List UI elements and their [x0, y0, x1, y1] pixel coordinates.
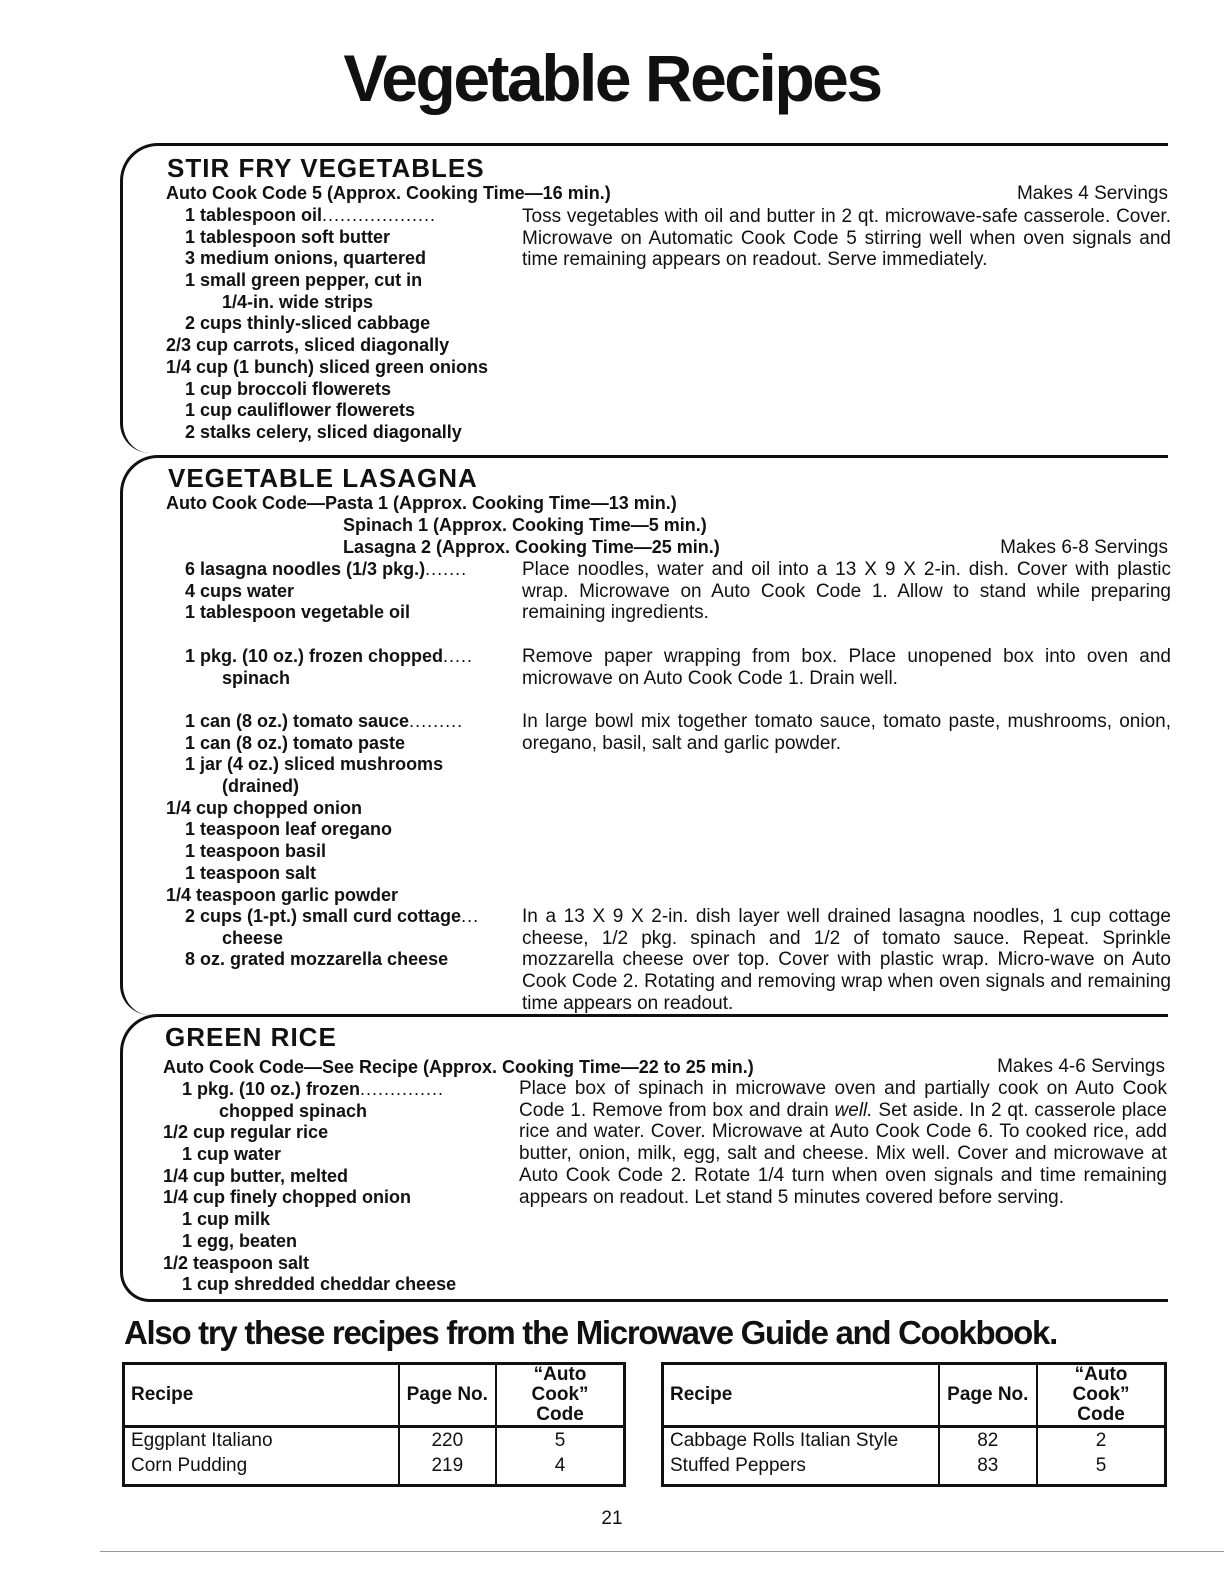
ingredient: spinach [222, 667, 291, 688]
table-row [663, 1453, 1166, 1486]
ingredient: 1 can (8 oz.) tomato paste [185, 732, 406, 753]
ingredient: 1 pkg. (10 oz.) frozen.............. [182, 1079, 445, 1099]
ingredient: 1 cup cauliflower flowerets [185, 400, 416, 421]
ingredient: 1 teaspoon salt [185, 862, 317, 883]
ingredient: (drained) [222, 776, 300, 797]
cell-code: 5 [496, 1427, 624, 1454]
ingredient-list [166, 204, 488, 443]
page-title: Vegetable Recipes [343, 41, 881, 115]
column-header-page: Page No. [399, 1364, 497, 1427]
ingredient-list [163, 1078, 456, 1295]
instruction: Toss vegetables with oil and butter in 2 qt. microwave-safe casserole. Cover. Microwave on Automatic Cook Code 5 stirring well when oven signals and time remaining appears on readout. Serve immediately. [522, 206, 1171, 271]
also-try-heading: Also try these recipes from the Microwave Guide and Cookbook. [124, 1314, 1057, 1351]
cell-code: 5 [1037, 1453, 1165, 1486]
table-row [124, 1427, 625, 1454]
column-header-code: “Auto Cook” Code [1037, 1364, 1165, 1427]
ingredient: 1 cup shredded cheddar cheese [182, 1274, 457, 1295]
recipe-green-rice [120, 1014, 1168, 1302]
cell-recipe: Stuffed Peppers [670, 1455, 806, 1476]
ingredient: 1/2 teaspoon salt [163, 1252, 310, 1273]
ingredient: 1/4 cup butter, melted [163, 1165, 349, 1186]
ingredient-list [166, 710, 463, 905]
table-row [663, 1427, 1166, 1454]
ingredient: 1 pkg. (10 oz.) frozen chopped..... [185, 646, 474, 666]
ingredient: 4 cups water [185, 580, 295, 601]
auto-cook-code: Auto Cook Code 5 (Approx. Cooking Time—16 min.) [166, 183, 611, 203]
recipe-stir-fry-vegetables [120, 143, 1171, 453]
ingredient-list [166, 645, 473, 688]
ingredient: 1 egg, beaten [182, 1230, 298, 1251]
ingredient-list [166, 558, 467, 623]
ingredient: 1 teaspoon basil [185, 841, 327, 862]
ingredient: 1 cup water [182, 1144, 282, 1165]
recipe-title: GREEN RICE [165, 1022, 337, 1052]
ingredient: 1 cup broccoli flowerets [185, 378, 392, 399]
ingredient: 1 tablespoon oil................... [185, 205, 437, 225]
cell-page: 82 [939, 1427, 1038, 1454]
recipe-reference-table-left [122, 1362, 626, 1487]
cell-code: 2 [1037, 1427, 1165, 1454]
auto-cook-code: Auto Cook Code—Pasta 1 (Approx. Cooking Time—13 min.) [166, 493, 677, 513]
ingredient: 3 medium onions, quartered [185, 248, 427, 269]
column-header-page: Page No. [939, 1364, 1038, 1427]
servings: Makes 4 Servings [1016, 183, 1168, 204]
recipe-reference-table-right [661, 1362, 1167, 1487]
ingredient: cheese [222, 927, 284, 948]
ingredient: 1/4-in. wide strips [222, 291, 374, 312]
column-header-code: “Auto Cook” Code [496, 1364, 624, 1427]
instruction: In a 13 X 9 X 2-in. dish layer well drained lasagna noodles, 1 cup cottage cheese, 1/2 pkg. spinach and 1/2 of tomato sauce. Repeat. Sprinkle mozzarella cheese over top. Cover with plastic wrap. Micro-wave on Auto Cook Code 2. Rotating and removing wrap when oven signals and remaining time appears on readout. [522, 906, 1171, 1014]
ingredient: 1/4 cup (1 bunch) sliced green onions [166, 356, 489, 377]
footer-divider [100, 1551, 1224, 1552]
ingredient: 8 oz. grated mozzarella cheese [185, 949, 449, 970]
ingredient: 2/3 cup carrots, sliced diagonally [166, 335, 450, 356]
ingredient: 1/4 cup finely chopped onion [163, 1187, 412, 1208]
cell-recipe: Corn Pudding [131, 1455, 248, 1476]
ingredient: 1/2 cup regular rice [163, 1122, 329, 1143]
table-row [124, 1453, 625, 1486]
ingredient: 1 tablespoon soft butter [185, 226, 391, 247]
cell-code: 4 [496, 1453, 624, 1486]
table-header-row [124, 1364, 625, 1427]
ingredient: 1/4 cup chopped onion [166, 797, 363, 818]
page-number: 21 [601, 1508, 623, 1529]
ingredient: 1 tablespoon vegetable oil [185, 602, 411, 623]
auto-cook-code: Lasagna 2 (Approx. Cooking Time—25 min.) [343, 537, 720, 557]
ingredient: 2 cups (1-pt.) small curd cottage... [185, 906, 480, 926]
ingredient: 6 lasagna noodles (1/3 pkg.)....... [185, 559, 468, 579]
ingredient: 1 cup milk [182, 1209, 271, 1230]
auto-cook-code: Auto Cook Code—See Recipe (Approx. Cooking Time—22 to 25 min.) [163, 1057, 754, 1077]
instruction: In large bowl mix together tomato sauce, tomato paste, mushrooms, onion, oregano, basil, salt and garlic powder. [522, 711, 1171, 754]
servings: Makes 4-6 Servings [997, 1056, 1165, 1077]
recipe-vegetable-lasagna [120, 455, 1171, 1015]
table-header-row [663, 1364, 1166, 1427]
ingredient: chopped spinach [219, 1100, 368, 1121]
ingredient: 1 can (8 oz.) tomato sauce......... [185, 711, 464, 731]
cell-page: 219 [399, 1453, 497, 1486]
cell-page: 83 [939, 1453, 1038, 1486]
ingredient: 2 stalks celery, sliced diagonally [185, 421, 462, 442]
cell-page: 220 [399, 1427, 497, 1454]
instruction: Place noodles, water and oil into a 13 X 9 X 2-in. dish. Cover with plastic wrap. Microwave on Auto Cook Code 1. Allow to stand while preparing remaining ingredients. [522, 559, 1171, 624]
column-header-recipe: Recipe [663, 1364, 939, 1427]
column-header-recipe: Recipe [124, 1364, 399, 1427]
recipe-title: STIR FRY VEGETABLES [167, 153, 485, 183]
servings: Makes 6-8 Servings [1000, 537, 1168, 558]
cell-recipe: Cabbage Rolls Italian Style [670, 1430, 899, 1451]
cell-recipe: Eggplant Italiano [131, 1430, 273, 1451]
auto-cook-code: Spinach 1 (Approx. Cooking Time—5 min.) [343, 515, 707, 535]
ingredient: 1 jar (4 oz.) sliced mushrooms [185, 754, 444, 775]
instruction: Remove paper wrapping from box. Place unopened box into oven and microwave on Auto Cook Code 1. Drain well. [522, 646, 1171, 689]
recipe-title: VEGETABLE LASAGNA [168, 463, 478, 493]
ingredient-list [166, 905, 479, 970]
ingredient: 2 cups thinly-sliced cabbage [185, 313, 431, 334]
ingredient: 1 teaspoon leaf oregano [185, 819, 393, 840]
ingredient: 1/4 teaspoon garlic powder [166, 884, 399, 905]
ingredient: 1 small green pepper, cut in [185, 270, 423, 291]
instruction: Place box of spinach in microwave oven and partially cook on Auto Cook Code 1. Remove from box and drain well. Set aside. In 2 qt. casserole place rice and water. Cover. Microwave at Auto Cook Code 6. To cooked rice, add butter, onion, milk, egg, salt and cheese. Mix well. Cover and microwave at Auto Cook Code 2. Rotate 1/4 turn when oven signals and time remaining appears on readout. Let stand 5 minutes covered before serving. [519, 1078, 1167, 1208]
